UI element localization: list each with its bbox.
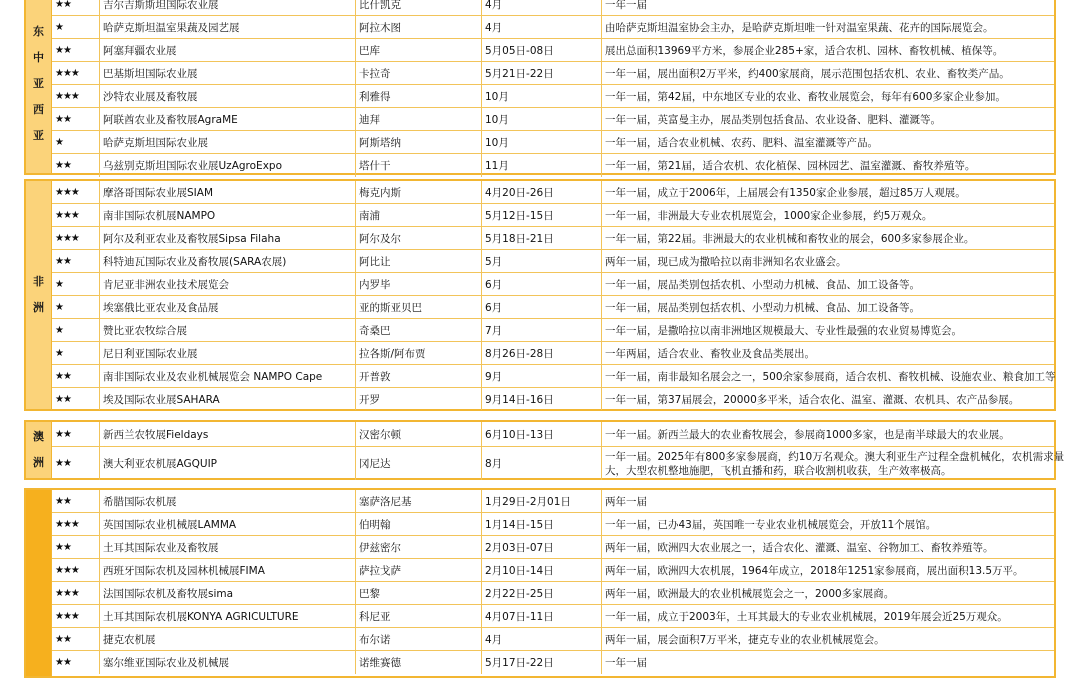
star-rating: ★ — [52, 296, 100, 318]
expo-description: 一年一届 — [605, 0, 647, 11]
expo-description: 一年一届，是撒哈拉以南非洲地区规模最大、专业性最强的农业贸易博览会。 — [605, 324, 962, 337]
expo-description: 由哈萨克斯坦温室协会主办，是哈萨克斯坦唯一针对温室果蔬、花卉的国际展览会。 — [605, 21, 994, 34]
region-label-char: 非 — [33, 275, 44, 288]
expo-date: 10月 — [482, 108, 602, 130]
expo-name: 英国国际农业机械展LAMMA — [100, 513, 356, 535]
table-row — [52, 62, 1054, 85]
expo-city: 南浦 — [356, 204, 482, 226]
expo-name: 巴基斯坦国际农业展 — [100, 62, 356, 84]
expo-name: 赞比亚农牧综合展 — [100, 319, 356, 341]
expo-date: 4月 — [482, 628, 602, 650]
star-rating: ★ — [52, 319, 100, 341]
expo-name: 塞尔维亚国际农业及机械展 — [100, 651, 356, 674]
star-rating: ★★ — [52, 250, 100, 272]
expo-city: 迪拜 — [356, 108, 482, 130]
expo-city: 冈尼达 — [356, 447, 482, 480]
table-row — [52, 296, 1054, 319]
star-rating: ★★ — [52, 422, 100, 446]
expo-description: 一年一届 — [605, 657, 647, 669]
table-row — [52, 582, 1054, 605]
region-label-char: 洲 — [33, 456, 44, 469]
expo-city: 内罗毕 — [356, 273, 482, 295]
region-label-char: 亚 — [33, 76, 44, 90]
star-rating: ★★ — [52, 154, 100, 177]
table-row — [52, 490, 1054, 513]
expo-description: 一年一届，展品类别包括农机、小型动力机械、食品、加工设备等。 — [605, 278, 920, 291]
table-row — [52, 422, 1054, 447]
star-rating: ★★ — [52, 651, 100, 674]
expo-description: 一年一届，第37届展会，20000多平米，适合农化、温室、灌溉、农机具、农产品参展。 — [605, 393, 1020, 406]
region-label-char: 洲 — [33, 301, 44, 314]
expo-name: 澳大利亚农机展AGQUIP — [100, 447, 356, 480]
star-rating: ★★ — [52, 536, 100, 558]
table-row — [52, 131, 1054, 154]
expo-name: 南非国际农机展NAMPO — [100, 204, 356, 226]
region-label — [26, 422, 52, 478]
star-rating: ★★★ — [52, 62, 100, 84]
table-row — [52, 108, 1054, 131]
table-row — [52, 227, 1054, 250]
expo-city: 梅克内斯 — [356, 181, 482, 203]
expo-date: 5月17日-22日 — [482, 651, 602, 674]
expo-description: 一年一届，第21届，适合农机、农化植保、园林园艺、温室灌溉、畜牧养殖等。 — [605, 160, 976, 172]
expo-city: 卡拉奇 — [356, 62, 482, 84]
expo-name: 肯尼亚非洲农业技术展览会 — [100, 273, 356, 295]
region-label-char: 澳 — [33, 430, 44, 443]
expo-description: 一年一届，南非最知名展会之一，500余家参展商，适合农机、畜牧机械、设施农业、粮食加工等 — [605, 370, 1056, 383]
expo-name: 摩洛哥国际农业展SIAM — [100, 181, 356, 203]
star-rating: ★ — [52, 131, 100, 153]
expo-city: 塞萨洛尼基 — [356, 490, 482, 512]
star-rating: ★★ — [52, 39, 100, 61]
expo-description: 两年一届，展会面积7万平米，捷克专业的农业机械展览会。 — [605, 633, 885, 646]
expo-name: 沙特农业展及畜牧展 — [100, 85, 356, 107]
expo-date: 1月29日-2月01日 — [482, 490, 602, 512]
expo-description: 一年一届，第22届。非洲最大的农业机械和畜牧业的展会，600多家参展企业。 — [605, 232, 975, 245]
expo-date: 2月22日-25日 — [482, 582, 602, 604]
expo-description: 一年一届，适合农业机械、农药、肥料、温室灌溉等产品。 — [605, 136, 878, 149]
expo-city: 阿斯塔纳 — [356, 131, 482, 153]
expo-date: 2月03日-07日 — [482, 536, 602, 558]
table-row — [52, 250, 1054, 273]
expo-name: 阿塞拜疆农业展 — [100, 39, 356, 61]
table-row — [52, 628, 1054, 651]
expo-description: 两年一届，欧洲四大农机展，1964年成立，2018年1251家参展商，展出面积13.5万平。 — [605, 564, 1024, 577]
expo-city: 拉各斯/阿布贾 — [356, 342, 482, 364]
expo-name: 西班牙国际农机及园林机械展FIMA — [100, 559, 356, 581]
expo-description: 一年一届，第42届，中东地区专业的农业、畜牧业展览会，每年有600多家企业参加。 — [605, 90, 1006, 103]
expo-date: 2月10日-14日 — [482, 559, 602, 581]
region-label-char: 亚 — [33, 128, 44, 142]
table-row — [52, 0, 1054, 16]
expo-date: 5月 — [482, 250, 602, 272]
expo-name: 捷克农机展 — [100, 628, 356, 650]
expo-description: 一年一届，展品类别包括农机、小型动力机械、食品、加工设备等。 — [605, 301, 920, 314]
table-row — [52, 447, 1065, 480]
expo-city: 巴黎 — [356, 582, 482, 604]
expo-description: 一年一届，已办43届，英国唯一专业农业机械展览会，开放11个展馆。 — [605, 518, 937, 531]
expo-name: 阿尔及利亚农业及畜牧展Sipsa Filaha — [100, 227, 356, 249]
region-label-char: 东 — [33, 24, 44, 38]
expo-name: 埃及国际农业展SAHARA — [100, 388, 356, 410]
table-row — [52, 273, 1054, 296]
star-rating: ★★★ — [52, 204, 100, 226]
table-row — [52, 16, 1054, 39]
expo-name: 哈萨克斯坦国际农业展 — [100, 131, 356, 153]
expo-description: 一年两届，适合农业、畜牧业及食品类展出。 — [605, 347, 815, 360]
table-row — [52, 85, 1054, 108]
star-rating: ★★★ — [52, 181, 100, 203]
table-row — [52, 605, 1054, 628]
expo-date: 5月05日-08日 — [482, 39, 602, 61]
region-label-char: 中 — [33, 50, 44, 64]
star-rating: ★★★ — [52, 85, 100, 107]
expo-description: 一年一届，成立于2003年，土耳其最大的专业农业机械展，2019年展会近25万观众。 — [605, 610, 1008, 623]
star-rating: ★★ — [52, 490, 100, 512]
expo-description: 一年一届，英富曼主办，展品类别包括食品、农业设备、肥料、灌溉等。 — [605, 113, 941, 126]
star-rating: ★★★ — [52, 559, 100, 581]
expo-date: 4月07日-11日 — [482, 605, 602, 627]
expo-name: 阿联酋农业及畜牧展AgraME — [100, 108, 356, 130]
region-africa — [24, 179, 1056, 411]
expo-city: 奇桑巴 — [356, 319, 482, 341]
region-label — [26, 181, 52, 409]
expo-description: 一年一届。新西兰最大的农业畜牧展会，参展商1000多家，也是南半球最大的农业展。 — [605, 428, 1010, 441]
expo-date: 6月10日-13日 — [482, 422, 602, 446]
expo-date: 11月 — [482, 154, 602, 177]
expo-city: 开罗 — [356, 388, 482, 410]
table-row — [52, 513, 1054, 536]
expo-description: 一年一届。2025年有800多家参展商，约10万名观众。澳大利亚生产过程全盘机械化，农机需求量大，大型农机整地施肥，飞机直播和药，联合收割机收获，生产效率极高。 — [605, 450, 1065, 477]
expo-name: 科特迪瓦国际农业及畜牧展(SARA农展) — [100, 250, 356, 272]
expo-date: 5月12日-15日 — [482, 204, 602, 226]
expo-city: 亚的斯亚贝巴 — [356, 296, 482, 318]
expo-date: 6月 — [482, 273, 602, 295]
expo-date: 4月 — [482, 16, 602, 38]
expo-city: 诺维赛德 — [356, 651, 482, 674]
expo-name: 埃塞俄比亚农业及食品展 — [100, 296, 356, 318]
expo-city: 伯明翰 — [356, 513, 482, 535]
expo-city: 塔什干 — [356, 154, 482, 177]
expo-name: 土耳其国际农机展KONYA AGRICULTURE — [100, 605, 356, 627]
star-rating: ★ — [52, 342, 100, 364]
table-row — [52, 559, 1054, 582]
star-rating: ★★ — [52, 388, 100, 410]
region-europe — [24, 488, 1056, 678]
expo-city: 阿尔及尔 — [356, 227, 482, 249]
star-rating: ★★★ — [52, 513, 100, 535]
expo-name: 尼日利亚国际农业展 — [100, 342, 356, 364]
expo-date: 6月 — [482, 296, 602, 318]
expo-date: 10月 — [482, 131, 602, 153]
table-row — [52, 319, 1054, 342]
region-label-char: 西 — [33, 102, 44, 116]
expo-date: 8月26日-28日 — [482, 342, 602, 364]
expo-city: 萨拉戈萨 — [356, 559, 482, 581]
table-row — [52, 651, 1054, 674]
expo-city: 布尔诺 — [356, 628, 482, 650]
table-row — [52, 39, 1054, 62]
star-rating: ★ — [52, 16, 100, 38]
star-rating: ★★ — [52, 447, 100, 480]
expo-name: 南非国际农业及农业机械展览会 NAMPO Cape — [100, 365, 356, 387]
table-row — [52, 365, 1054, 388]
expo-date: 4月20日-26日 — [482, 181, 602, 203]
star-rating: ★★ — [52, 108, 100, 130]
star-rating: ★★ — [52, 365, 100, 387]
expo-date: 5月18日-21日 — [482, 227, 602, 249]
expo-city: 科尼亚 — [356, 605, 482, 627]
expo-date: 4月 — [482, 0, 602, 15]
table-row — [52, 388, 1054, 410]
region-label — [26, 490, 52, 676]
star-rating: ★ — [52, 273, 100, 295]
table-row — [52, 181, 1054, 204]
star-rating: ★★ — [52, 628, 100, 650]
star-rating: ★★ — [52, 0, 100, 15]
table-row — [52, 536, 1054, 559]
table-row — [52, 342, 1054, 365]
region-oceania — [24, 420, 1065, 480]
expo-description: 一年一届，展出面积2万平米，约400家展商，展示范围包括农机、农业、畜牧类产品。 — [605, 67, 1010, 80]
table-row — [52, 204, 1054, 227]
expo-description: 两年一届 — [605, 495, 647, 508]
expo-description: 一年一届，非洲最大专业农机展览会，1000家企业参展，约5万观众。 — [605, 209, 933, 222]
expo-date: 1月14日-15日 — [482, 513, 602, 535]
expo-city: 巴库 — [356, 39, 482, 61]
expo-city: 汉密尔顿 — [356, 422, 482, 446]
table-row — [52, 154, 1054, 177]
star-rating: ★★★ — [52, 227, 100, 249]
expo-date: 10月 — [482, 85, 602, 107]
expo-city: 伊兹密尔 — [356, 536, 482, 558]
expo-description: 两年一届，欧洲最大的农业机械展览会之一，2000多家展商。 — [605, 587, 895, 600]
expo-date: 7月 — [482, 319, 602, 341]
expo-name: 新西兰农牧展Fieldays — [100, 422, 356, 446]
expo-description: 一年一届，成立于2006年，上届展会有1350家企业参展，超过85万人观展。 — [605, 186, 966, 199]
expo-description: 两年一届，现已成为撒哈拉以南非洲知名农业盛会。 — [605, 255, 847, 268]
expo-description: 展出总面积13969平方米，参展企业285+家，适合农机、园林、畜牧机械、植保等。 — [605, 44, 1004, 57]
expo-name: 乌兹别克斯坦国际农业展UzAgroExpo — [100, 154, 356, 177]
region-label — [26, 0, 52, 173]
expo-date: 8月 — [482, 447, 602, 480]
expo-name: 法国国际农机及畜牧展sima — [100, 582, 356, 604]
expo-name: 希腊国际农机展 — [100, 490, 356, 512]
expo-name: 哈萨克斯坦温室果蔬及园艺展 — [100, 16, 356, 38]
expo-name: 土耳其国际农业及畜牧展 — [100, 536, 356, 558]
expo-city: 阿比让 — [356, 250, 482, 272]
expo-name: 吉尔吉斯斯坦国际农业展 — [100, 0, 356, 15]
expo-date: 9月 — [482, 365, 602, 387]
expo-city: 比什凯克 — [356, 0, 482, 15]
expo-city: 利雅得 — [356, 85, 482, 107]
expo-date: 9月14日-16日 — [482, 388, 602, 410]
expo-city: 开普敦 — [356, 365, 482, 387]
region-central-west-asia — [24, 0, 1056, 175]
star-rating: ★★★ — [52, 605, 100, 627]
expo-date: 5月21日-22日 — [482, 62, 602, 84]
star-rating: ★★★ — [52, 582, 100, 604]
expo-description: 两年一届，欧洲四大农业展之一，适合农化、灌溉、温室、谷物加工、畜牧养殖等。 — [605, 541, 994, 554]
expo-city: 阿拉木图 — [356, 16, 482, 38]
